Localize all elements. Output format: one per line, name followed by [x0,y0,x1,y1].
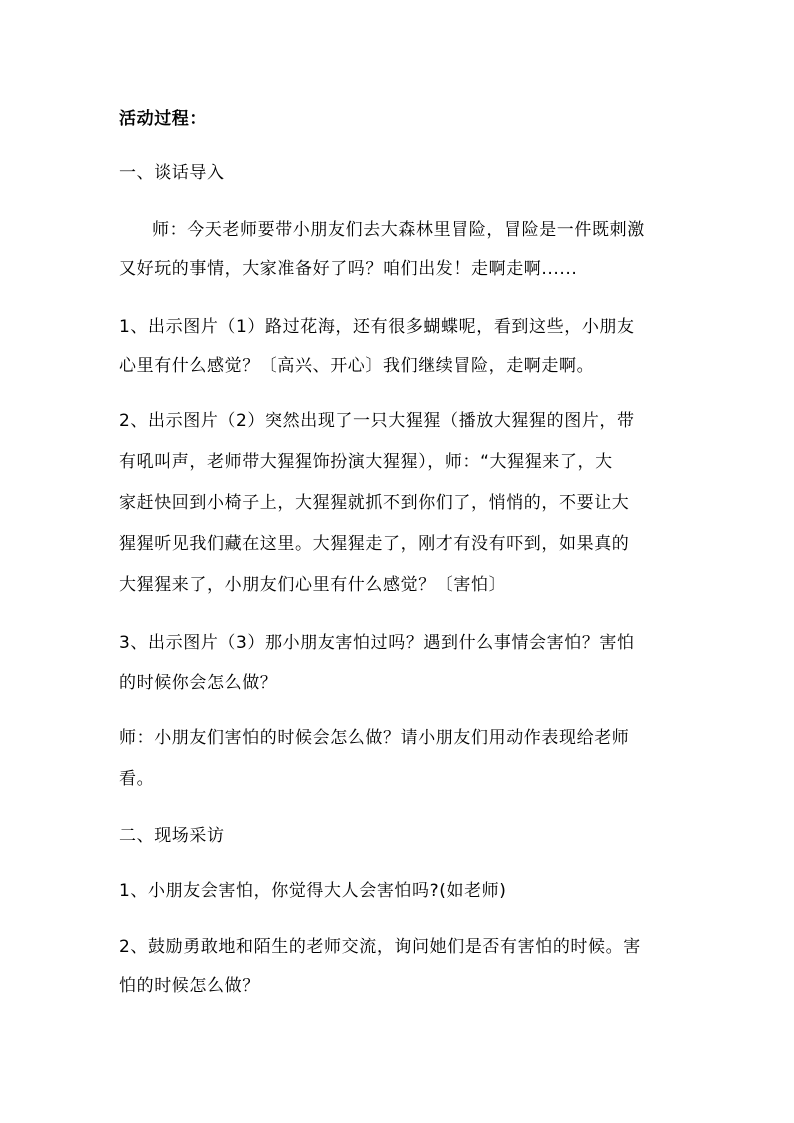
teacher-intro-line-1: 师：今天老师要带小朋友们去大森林里冒险，冒险是一件既刺激 [152,220,645,240]
item-2-line-1: 2、出示图片（2）突然出现了一只大猩猩（播放大猩猩的图片，带 [119,411,635,431]
item-3-line-1: 3、出示图片（3）那小朋友害怕过吗？遇到什么事情会害怕？害怕 [119,633,635,653]
item-2-line-2: 有吼叫声，老师带大猩猩饰扮演大猩猩），师：“大猩猩来了，大 [119,452,613,472]
item-2-line-3: 家赶快回到小椅子上，大猩猩就抓不到你们了，悄悄的，不要让大 [119,493,630,513]
section-2-item-1: 1、小朋友会害怕，你觉得大人会害怕吗?(如老师) [119,881,507,901]
activity-process-heading: 活动过程： [119,109,207,129]
item-1-line-1: 1、出示图片（1）路过花海，还有很多蝴蝶呢，看到这些，小朋友 [119,317,635,337]
item-2-line-5: 大猩猩来了，小朋友们心里有什么感觉？〔害怕〕 [119,575,507,595]
section-2-item-2-line-1: 2、鼓励勇敢地和陌生的老师交流，询问她们是否有害怕的时候。害 [119,937,641,957]
item-3-line-2: 的时候你会怎么做？ [119,673,278,693]
teacher-question-line-1: 师：小朋友们害怕的时候会怎么做？请小朋友们用动作表现给老师 [119,728,630,748]
section-2-title: 二、现场采访 [119,826,225,846]
section-2-item-2-line-2: 怕的时候怎么做？ [119,976,260,996]
item-1-line-2: 心里有什么感觉？〔高兴、开心〕我们继续冒险，走啊走啊。 [119,356,595,376]
teacher-question-line-2: 看。 [119,769,155,789]
teacher-intro-line-2: 又好玩的事情，大家准备好了吗？咱们出发！走啊走啊...... [119,259,578,279]
section-1-title: 一、谈话导入 [119,163,225,183]
item-2-line-4: 猩猩听见我们藏在这里。大猩猩走了，刚才有没有吓到，如果真的 [119,534,630,554]
